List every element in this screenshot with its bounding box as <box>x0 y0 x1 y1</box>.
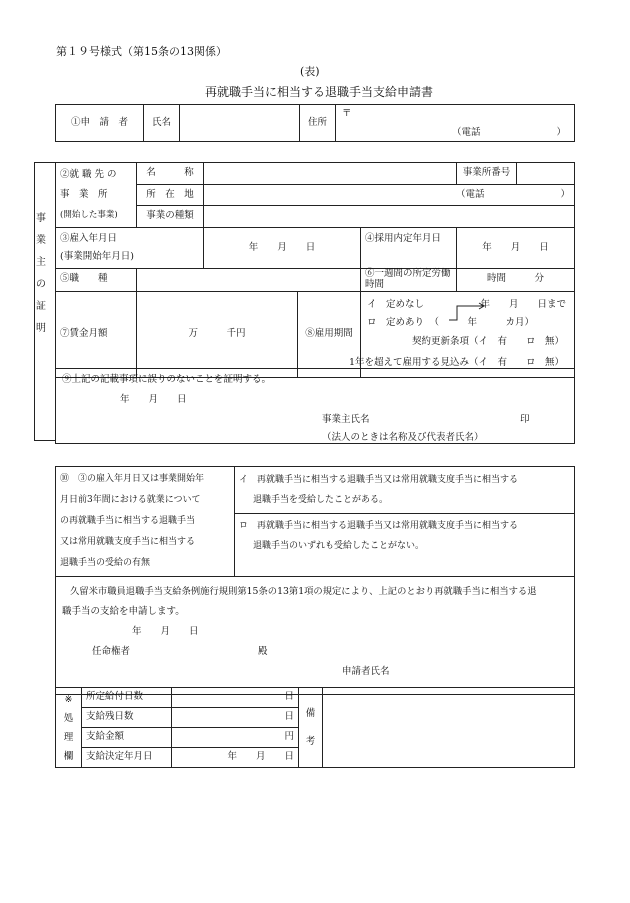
workplace-phone: （電話 ） <box>455 188 570 200</box>
employment-period-field[interactable] <box>348 291 575 377</box>
processing-row-value[interactable]: 日 <box>172 708 299 728</box>
business-type-field[interactable] <box>204 206 575 228</box>
workplace-name-field[interactable] <box>204 163 457 185</box>
application-text-line2: 職手当の支給を申請します。 <box>62 606 185 617</box>
applicant-label: ①申 請 者 <box>56 105 144 142</box>
employer-bracket-bottom <box>34 440 55 441</box>
corporation-note: （法人のときは名称及び代表者氏名） <box>322 432 484 443</box>
period-option-fixed[interactable]: ロ 定めあり <box>367 316 425 328</box>
processing-side-label: ※ 処 理 欄 <box>56 688 82 768</box>
form-number: 第１９号様式（第15条の13関係） <box>56 45 227 58</box>
occupation-label: ⑤職 種 <box>56 269 137 292</box>
name-label: 氏名 <box>144 105 180 142</box>
employer-name-label: 事業主氏名 <box>322 414 370 425</box>
appointer-label: 任命権者 <box>92 646 131 657</box>
wage-label: ⑦賃金月額 <box>56 291 137 377</box>
previous-receipt-question: ⑩ ③の雇入年月日又は事業開始年 月日前3年間における就業について の再就職手当に相当する退職手当 又は常用就職支度手当に相当する 退職手当の受給の有無 <box>56 467 235 577</box>
occupation-field[interactable] <box>137 269 361 292</box>
remarks-field[interactable] <box>323 688 575 768</box>
processing-row-value[interactable]: 円 <box>172 728 299 748</box>
dono-label: 殿 <box>258 646 268 657</box>
office-no-label: 事業所番号 <box>457 163 517 185</box>
received-option[interactable]: イ 再就職手当に相当する退職手当又は常用就職支度手当に相当する 退職手当を受給したことがある。 <box>235 467 575 514</box>
address-label: 住所 <box>300 105 336 142</box>
employer-cert-side-label: 事 業 主 の 証 明 <box>36 213 46 334</box>
processing-row-label: 支給金額 <box>82 728 172 748</box>
workplace-label: ②就 職 先 の 事 業 所 (開始した事業) <box>56 163 137 228</box>
employer-bracket-line <box>34 162 35 440</box>
applicant-table <box>55 104 575 142</box>
employer-seal: 印 <box>520 414 530 425</box>
processing-row-label: 支給決定年月日 <box>82 748 172 768</box>
wage-field[interactable]: 万 千円 <box>137 291 298 377</box>
processing-row-label: 所定給付日数 <box>82 688 172 708</box>
form-title: 再就職手当に相当する退職手当支給申請書 <box>205 85 434 99</box>
application-text-line1: 久留米市職員退職手当支給条例施行規則第15条の13第1項の規定により、上記のとおり再就職手当に相当する退 <box>70 586 537 597</box>
employer-table <box>55 162 575 378</box>
hire-date-label: ③雇入年月日 (事業開始年月日) <box>56 228 204 269</box>
over-one-year: 1年を超えて雇用する見込み（イ 有 ロ 無） <box>348 356 564 368</box>
certification-table <box>55 368 575 444</box>
application-box <box>56 577 575 695</box>
applicant-name-label: 申請者氏名 <box>342 666 390 677</box>
applicant-name-field[interactable] <box>180 105 300 142</box>
postal-mark: 〒 <box>342 108 352 119</box>
period-option-none[interactable]: イ 定めなし <box>367 298 425 310</box>
receipt-application-table <box>55 466 575 695</box>
weekly-hours-field[interactable]: 時間 分 <box>457 269 575 292</box>
certification-date[interactable]: 年 月 日 <box>120 394 187 405</box>
not-received-option[interactable]: ロ 再就職手当に相当する退職手当又は常用就職支度手当に相当する 退職手当のいずれも受給したことがない。 <box>235 514 575 577</box>
processing-row-value[interactable]: 日 <box>172 688 299 708</box>
processing-row-label: 支給残日数 <box>82 708 172 728</box>
processing-table <box>55 687 575 768</box>
offer-date-label: ④採用内定年月日 <box>361 228 457 269</box>
address-field[interactable] <box>336 105 575 142</box>
employer-bracket-top <box>34 162 55 163</box>
location-field[interactable] <box>204 184 575 206</box>
certification-box <box>56 369 575 444</box>
applicant-phone: （電話 ） <box>451 126 566 138</box>
location-label: 所 在 地 <box>137 184 204 206</box>
business-type-label: 事業の種類 <box>137 206 204 228</box>
workplace-name-label: 名 称 <box>137 163 204 185</box>
hire-date-field[interactable]: 年 月 日 <box>204 228 361 269</box>
weekly-hours-label: ⑥一週間の所定労働時間 <box>361 269 457 292</box>
period-until-date: 年 月 日まで <box>480 298 566 310</box>
offer-date-field[interactable]: 年 月 日 <box>457 228 575 269</box>
renewal-clause: 契約更新条項（イ 有 ロ 無） <box>411 335 564 347</box>
remarks-label: 備 考 <box>299 688 323 768</box>
processing-row-value[interactable]: 年 月 日 <box>172 748 299 768</box>
application-date[interactable]: 年 月 日 <box>132 626 199 637</box>
employment-period-label: ⑧雇用期間 <box>298 291 361 377</box>
front-side-label: (表) <box>300 65 320 78</box>
office-no-field[interactable] <box>517 163 575 185</box>
period-months: （ 年 カ月） <box>429 316 534 328</box>
certification-text: ⑨上記の記載事項に誤りのないことを証明する。 <box>62 374 272 385</box>
